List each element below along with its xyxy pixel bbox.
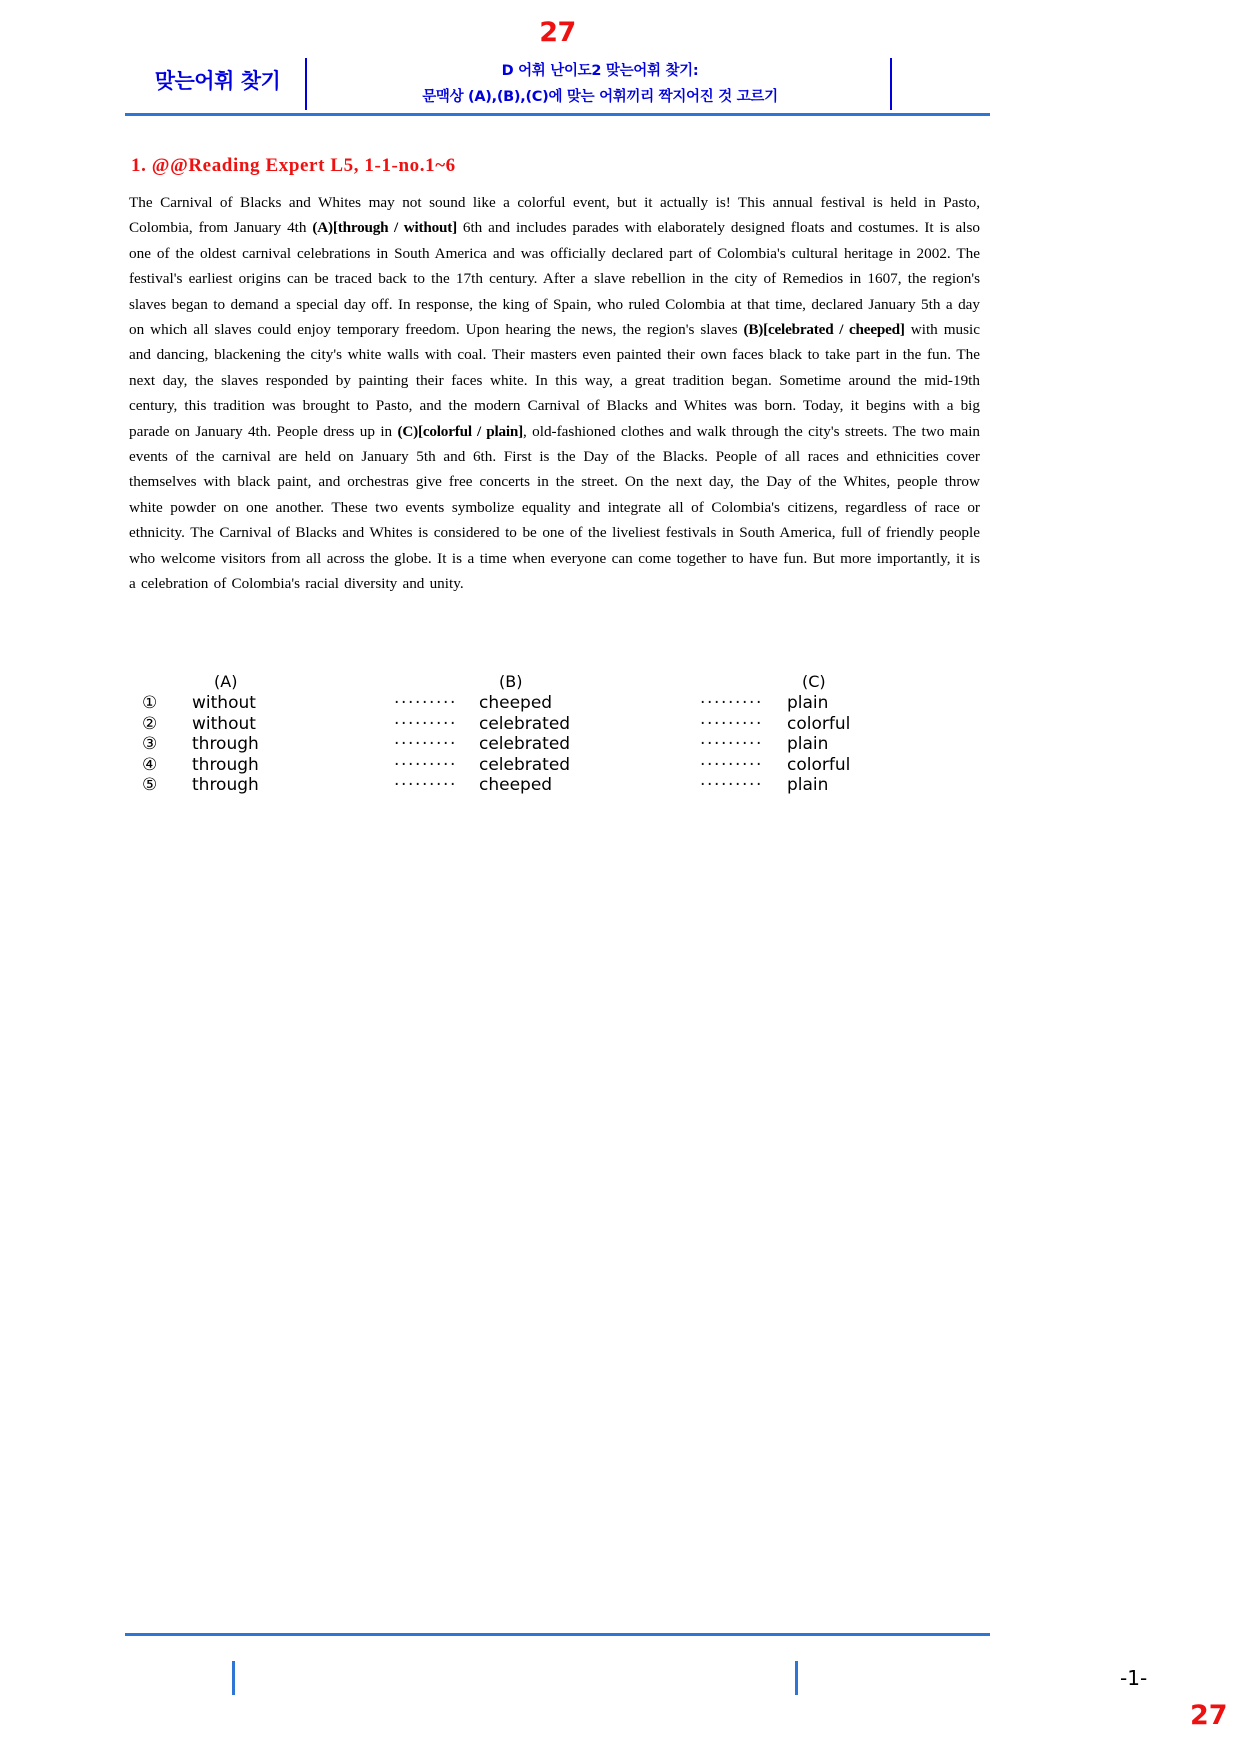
option-number: ③ [142,734,158,754]
footer-horizontal-rule [125,1633,990,1636]
answer-option-2[interactable] [142,714,902,735]
answer-option-3[interactable] [142,734,902,755]
answer-option-1[interactable] [142,693,902,714]
header-divider-left [305,58,307,110]
leader-dots-2: ········· [700,775,764,795]
question-passage [129,190,980,597]
column-header-c: (C) [802,672,826,691]
leader-dots-1: ········· [394,775,458,795]
option-value-a: without [192,693,256,713]
option-value-a: through [192,734,259,754]
passage-segment-4: , old-fashioned clothes and walk through the city's streets. The two main events of the carnival are held on January 5th and 6th. First is the Day of the Blacks. People of all races and ethnicities cover themselves with black paint, and orchestras give free concerts in the street. On the next day, the Day of the Whites, people throw white powder on one another. These two events symbolize equality and integrate all of Colombia's citizens, regardless of race or ethnicity. The Carnival of Blacks and Whites is considered to be one of the liveliest festivals in South America, full of friendly people who welcome visitors from all across the globe. It is a time when everyone can come together to have fun. But more importantly, it is a celebration of Colombia's racial diversity and unity. [129,422,981,593]
option-number: ① [142,693,158,713]
column-header-a: (A) [214,672,238,691]
leader-dots-2: ········· [700,734,764,754]
option-value-c: plain [787,775,829,795]
option-value-b: cheeped [479,775,553,795]
option-value-c: plain [787,734,829,754]
leader-dots-1: ········· [394,754,458,775]
option-value-c: colorful [787,754,851,775]
leader-dots-2: ········· [700,754,764,775]
option-value-c: plain [787,693,829,713]
footer-tick-right [795,1661,798,1695]
leader-dots-2: ········· [700,713,764,734]
header-subtitle-block [320,58,880,110]
leader-dots-1: ········· [394,693,458,713]
option-value-a: through [192,754,259,775]
page-header [125,18,990,113]
question-title: 1. @@Reading Expert L5, 1-1-no.1~6 [131,155,456,176]
passage-blank-b: (B)[celebrated / cheeped] [743,321,905,339]
option-number: ⑤ [142,775,158,795]
passage-blank-a: (A)[through / without] [312,219,457,237]
header-page-number: 27 [539,17,576,48]
header-subtitle-line-2: 문맥상 (A),(B),(C)에 맞는 어휘끼리 짝지어진 것 고르기 [422,89,778,105]
leader-dots-2: ········· [700,693,764,713]
option-value-a: without [192,713,256,734]
leader-dots-1: ········· [394,734,458,754]
passage-segment-3: with music and dancing, blackening the city's white walls with coal. Their masters even painted their own faces black to take part in the fun. The next day, the slaves responded by painting their faces white. In this way, a great tradition began. Sometime around the mid-19th century, this tradition was brought to Pasto, and the modern Carnival of Blacks and Whites was born. Today, it begins with a big parade on January 4th. People dress up in [129,321,981,440]
header-section-title: 맞는어휘 찾기 [154,69,281,93]
option-number: ② [142,713,158,734]
footer-tick-left [232,1661,235,1695]
header-horizontal-rule [125,113,990,116]
option-value-c: colorful [787,713,851,734]
option-value-a: through [192,775,259,795]
option-value-b: celebrated [479,734,571,754]
footer-corner-number: 27 [1190,1700,1228,1731]
header-title-row [125,56,990,114]
footer-page-label: -1- [1120,1666,1148,1690]
passage-blank-c: (C)[colorful / plain] [397,422,523,440]
header-subtitle-line-1: D 어휘 난이도2 맞는어휘 찾기: [501,63,699,79]
answer-option-4[interactable] [142,755,902,776]
answer-column-headers [142,672,902,693]
option-number: ④ [142,754,158,775]
option-value-b: celebrated [479,754,571,775]
option-value-b: cheeped [479,693,553,713]
passage-segment-1: The Carnival of Blacks and Whites may not sound like a colorful event, but it actually is! This annual festival is held in Pasto, Colombia, from January 4th [129,194,980,237]
column-header-b: (B) [499,672,523,691]
option-value-b: celebrated [479,713,571,734]
answer-choices-table [142,672,902,796]
leader-dots-1: ········· [394,713,458,734]
answer-option-5[interactable] [142,775,902,796]
header-divider-right [890,58,892,110]
passage-segment-2: 6th and includes parades with elaborately designed floats and costumes. It is also one of the oldest carnival celebrations in South America and was officially declared part of Colombia's cultural heritage in 2002. The festival's earliest origins can be traced back to the 17th century. After a slave rebellion in the city of Remedios in 1607, the region's slaves began to demand a special day off. In response, the king of Spain, who ruled Colombia at that time, declared January 5th a day on which all slaves could enjoy temporary freedom. Upon hearing the news, the region's slaves [129,219,980,339]
